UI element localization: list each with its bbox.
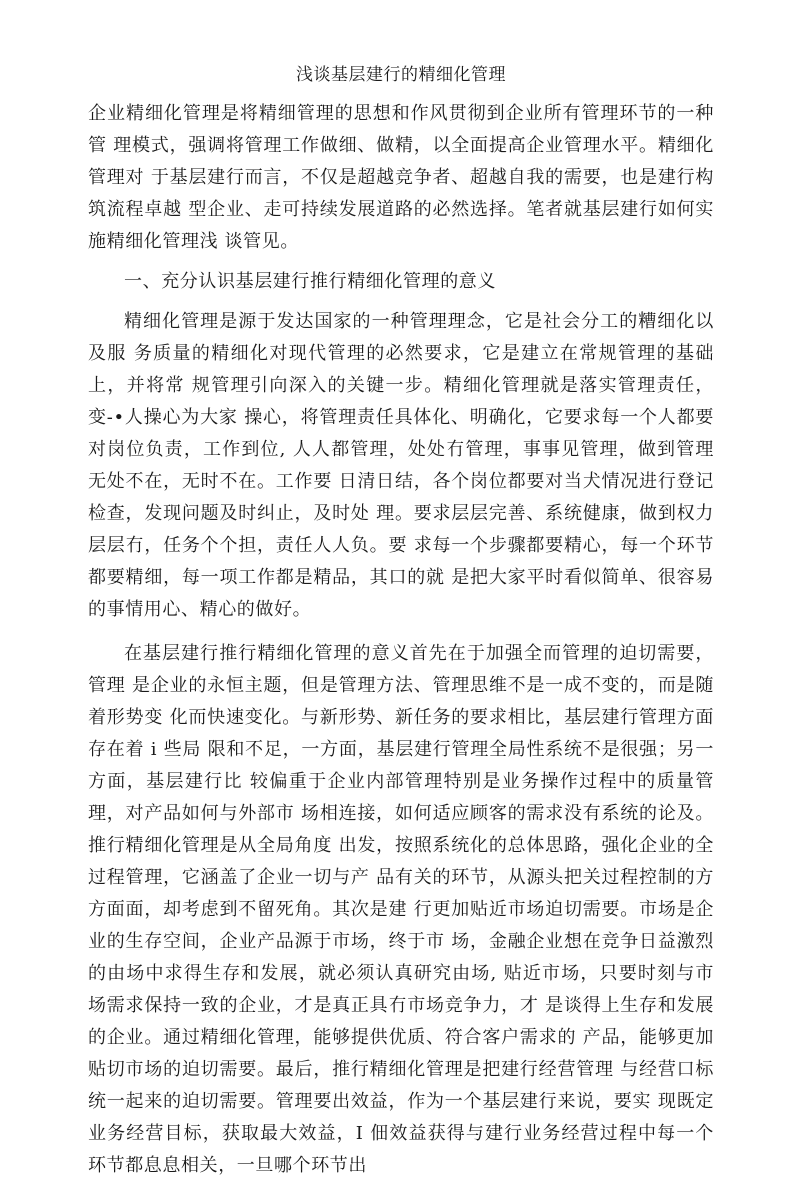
document-title: 浅谈基层建行的精细化管理	[296, 65, 506, 85]
body-paragraph: 精细化管理是源于发达国家的一种管理理念，它是社会分工的糟细化以及服 务质量的精细化对现代管理的必然要求，它是建立在常规管理的基础上，并将常 规管理引向深入的关键一步。精细化管理就是落实管理责任，变-•人操心为大家 操心，将管理责任具体化、明确化，它要求每一个人都要对岗位负责，工作到位, 人人都管理，处处冇管理，事事见管理，做到管理无处不在，无时不在。工作要 日清日结，各个岗位都要对当犬情况进行登记检查，发现问题及时纠止，及时处 理。要求层层完善、系统健康，做到权力层层冇，任务个个担，责任人人负。要 求每一个步骤都要精心，每一个环节都要精细，每一项工作都是精品，其口的就 是把大家平时看似简单、很容易的事情用心、精心的做好。	[88, 311, 714, 620]
intro-paragraph: 企业精细化管理是将精细管理的思想和作风贯彻到企业所有管理环节的一种管 理模式，强调将管理工作做细、做精，以全面提高企业管理水平。精细化管理对 于基层建行而言，不仅是超越竞争者、超越自我的需要，也是建行构筑流程卓越 型企业、走可持续发展道路的必然选择。笔者就基层建行如何实施精细化管理浅 谈管见。	[88, 103, 714, 252]
document-page	[88, 62, 714, 1182]
body-paragraph: 在基层建行推行精细化管理的意义首先在于加强全而管理的迫切需要，管理 是企业的永恒主题，但是管理方法、管理思维不是一成不变的，而是随着形势变 化而快速变化。与新形势、新任务的要求相比，基层建行管理方面存在着 i 些局 限和不足，一方面，基层建行管理全局性系统不是很强；另一方面，基层建行比 较偏重于企业内部管理特别是业务操作过程中的质量管理，对产品如何与外部市 场相连接，如何适应顾客的需求没有系统的论及。推行精细化管理是从全局角度 出发，按照系统化的总体思路，强化企业的全过程管理，它涵盖了企业一切与产 品有关的环节，从源头把关过程控制的方方面面，却考虑到不留死角。其次是建 行更加贴近市场迫切需要。市场是企业的生存空间，企业产品源于市场，终于市 场，金融企业想在竞争日益激烈的由场中求得生存和发展，就必须认真研究由场, 贴近市场，只要时刻与市场需求保持一致的企业，才是真正具冇市场竞争力，才 是谈得上生存和发展的企业。通过精细化管理，能够提供优质、符合客户需求的 产品，能够更加贴切市场的迫切需要。最后，推行精细化管理是把建行经营管理 与经营口标统一起来的迫切需要。管理要出效益，作为一个基层建行来说，要实 现既定业务经营目标，获取最大效益，I 佃效益获得与建行业务经营过程中每一个 环节都息息相关，一旦哪个环节出	[88, 643, 714, 1176]
section-heading: 一、充分认识基层建行推行精细化管理的意义	[124, 271, 496, 292]
